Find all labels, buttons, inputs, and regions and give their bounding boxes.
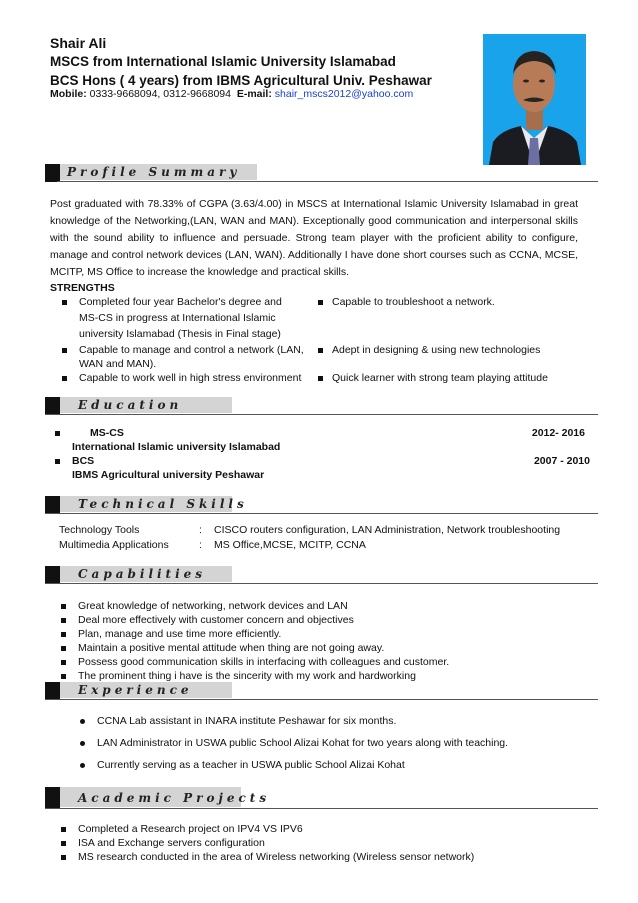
strengths-left-list bbox=[62, 295, 312, 395]
tech-sep: : bbox=[199, 539, 202, 551]
list-item: Completed four year Bachelor's degree and bbox=[62, 295, 312, 310]
list-item: Possess good communication skills in interfacing with colleagues and customer. bbox=[61, 655, 581, 670]
portrait-illustration bbox=[483, 34, 586, 165]
capabilities-list bbox=[61, 599, 581, 687]
qualification-line-1: MSCS from International Islamic University Islamabad bbox=[50, 54, 396, 69]
education-list bbox=[55, 427, 595, 483]
section-title-projects: Academic Projects bbox=[78, 791, 271, 805]
list-item: Capable to troubleshoot a network. bbox=[318, 295, 578, 310]
list-item: The prominent thing i have is the sincerity with my work and hardworking bbox=[61, 669, 581, 684]
list-item-continuation: MS-CS in progress at International Islamic bbox=[79, 312, 276, 324]
list-item-continuation: university Islamabad (Thesis in Final stage) bbox=[79, 328, 281, 340]
list-item: ISA and Exchange servers configuration bbox=[61, 836, 581, 851]
strengths-right-list bbox=[318, 295, 578, 395]
tech-value: MS Office,MCSE, MCITP, CCNA bbox=[214, 539, 366, 551]
contact-line bbox=[50, 88, 413, 100]
profile-summary-text: Post graduated with 78.33% of CGPA (3.63/4.00) in MSCS at International Islamic University Islamabad in great knowledge of the Networking,(LAN, WAN and MAN). Exceptionally good communication and interpersonal skills with the sound ability to influence and persuade. Strong team player with the proficient ability to configure, manage and control network devices (LAN, WAN). Additionally I have done short courses such as CCNA, MCSE, MCITP, MS Office to increase the knowledge and practical skills. bbox=[50, 198, 578, 278]
list-item: MS research conducted in the area of Wireless networking (Wireless sensor network) bbox=[61, 850, 581, 865]
strengths-title: STRENGTHS bbox=[50, 282, 115, 294]
section-profile-summary bbox=[45, 164, 598, 182]
list-item: LAN Administrator in USWA public School Alizai Kohat for two years along with teaching. bbox=[80, 736, 590, 751]
education-item: MS-CS 2012- 2016 bbox=[55, 427, 595, 442]
tech-label: Multimedia Applications bbox=[59, 539, 169, 551]
section-technical-skills bbox=[45, 496, 598, 514]
education-institute: IBMS Agricultural university Peshawar bbox=[72, 469, 265, 481]
list-item: Maintain a positive mental attitude when thing are not going away. bbox=[61, 641, 581, 656]
qualification-line-2: BCS Hons ( 4 years) from IBMS Agricultural Univ. Peshawar bbox=[50, 73, 432, 88]
experience-list bbox=[80, 714, 590, 774]
list-item: Plan, manage and use time more efficiently. bbox=[61, 627, 581, 642]
tech-sep: : bbox=[199, 524, 202, 536]
profile-photo bbox=[483, 34, 586, 165]
section-capabilities bbox=[45, 566, 598, 584]
section-academic-projects bbox=[45, 787, 598, 809]
email-link[interactable]: shair_mscs2012@yahoo.com bbox=[274, 88, 414, 100]
education-institute: International Islamic university Islamabad bbox=[72, 441, 281, 453]
list-item: Great knowledge of networking, network devices and LAN bbox=[61, 599, 581, 614]
list-item: Currently serving as a teacher in USWA public School Alizai Kohat bbox=[80, 758, 590, 773]
list-item: CCNA Lab assistant in INARA institute Peshawar for six months. bbox=[80, 714, 590, 729]
tech-value: CISCO routers configuration, LAN Administration, Network troubleshooting bbox=[214, 524, 561, 536]
section-title-technical: Technical Skills bbox=[78, 497, 248, 511]
section-title-profile: Profile Summary bbox=[67, 165, 241, 179]
list-item: Completed a Research project on IPV4 VS IPV6 bbox=[61, 822, 581, 837]
section-title-experience: Experience bbox=[78, 683, 193, 697]
education-item: BCS 2007 - 2010 bbox=[55, 455, 595, 470]
list-item: Deal more effectively with customer concern and objectives bbox=[61, 613, 581, 628]
mobile-label: Mobile: bbox=[50, 88, 87, 100]
list-item: Quick learner with strong team playing attitude bbox=[318, 371, 578, 386]
section-education bbox=[45, 397, 598, 415]
mobile-value: 0333-9668094, 0312-9668094 bbox=[89, 88, 231, 100]
email-label: E-mail: bbox=[236, 88, 272, 100]
list-item: Capable to work well in high stress environment bbox=[62, 371, 312, 386]
technical-skills-table bbox=[59, 524, 589, 556]
section-experience bbox=[45, 682, 598, 700]
section-title-education: Education bbox=[78, 398, 183, 412]
list-item: Capable to manage and control a network (LAN, bbox=[62, 343, 312, 358]
candidate-name: Shair Ali bbox=[50, 35, 107, 51]
projects-list bbox=[61, 822, 581, 868]
section-title-capabilities: Capabilities bbox=[78, 567, 207, 581]
list-item: Adept in designing & using new technologies bbox=[318, 343, 578, 358]
list-item-continuation: WAN and MAN). bbox=[79, 358, 157, 370]
tech-label: Technology Tools bbox=[59, 524, 140, 536]
